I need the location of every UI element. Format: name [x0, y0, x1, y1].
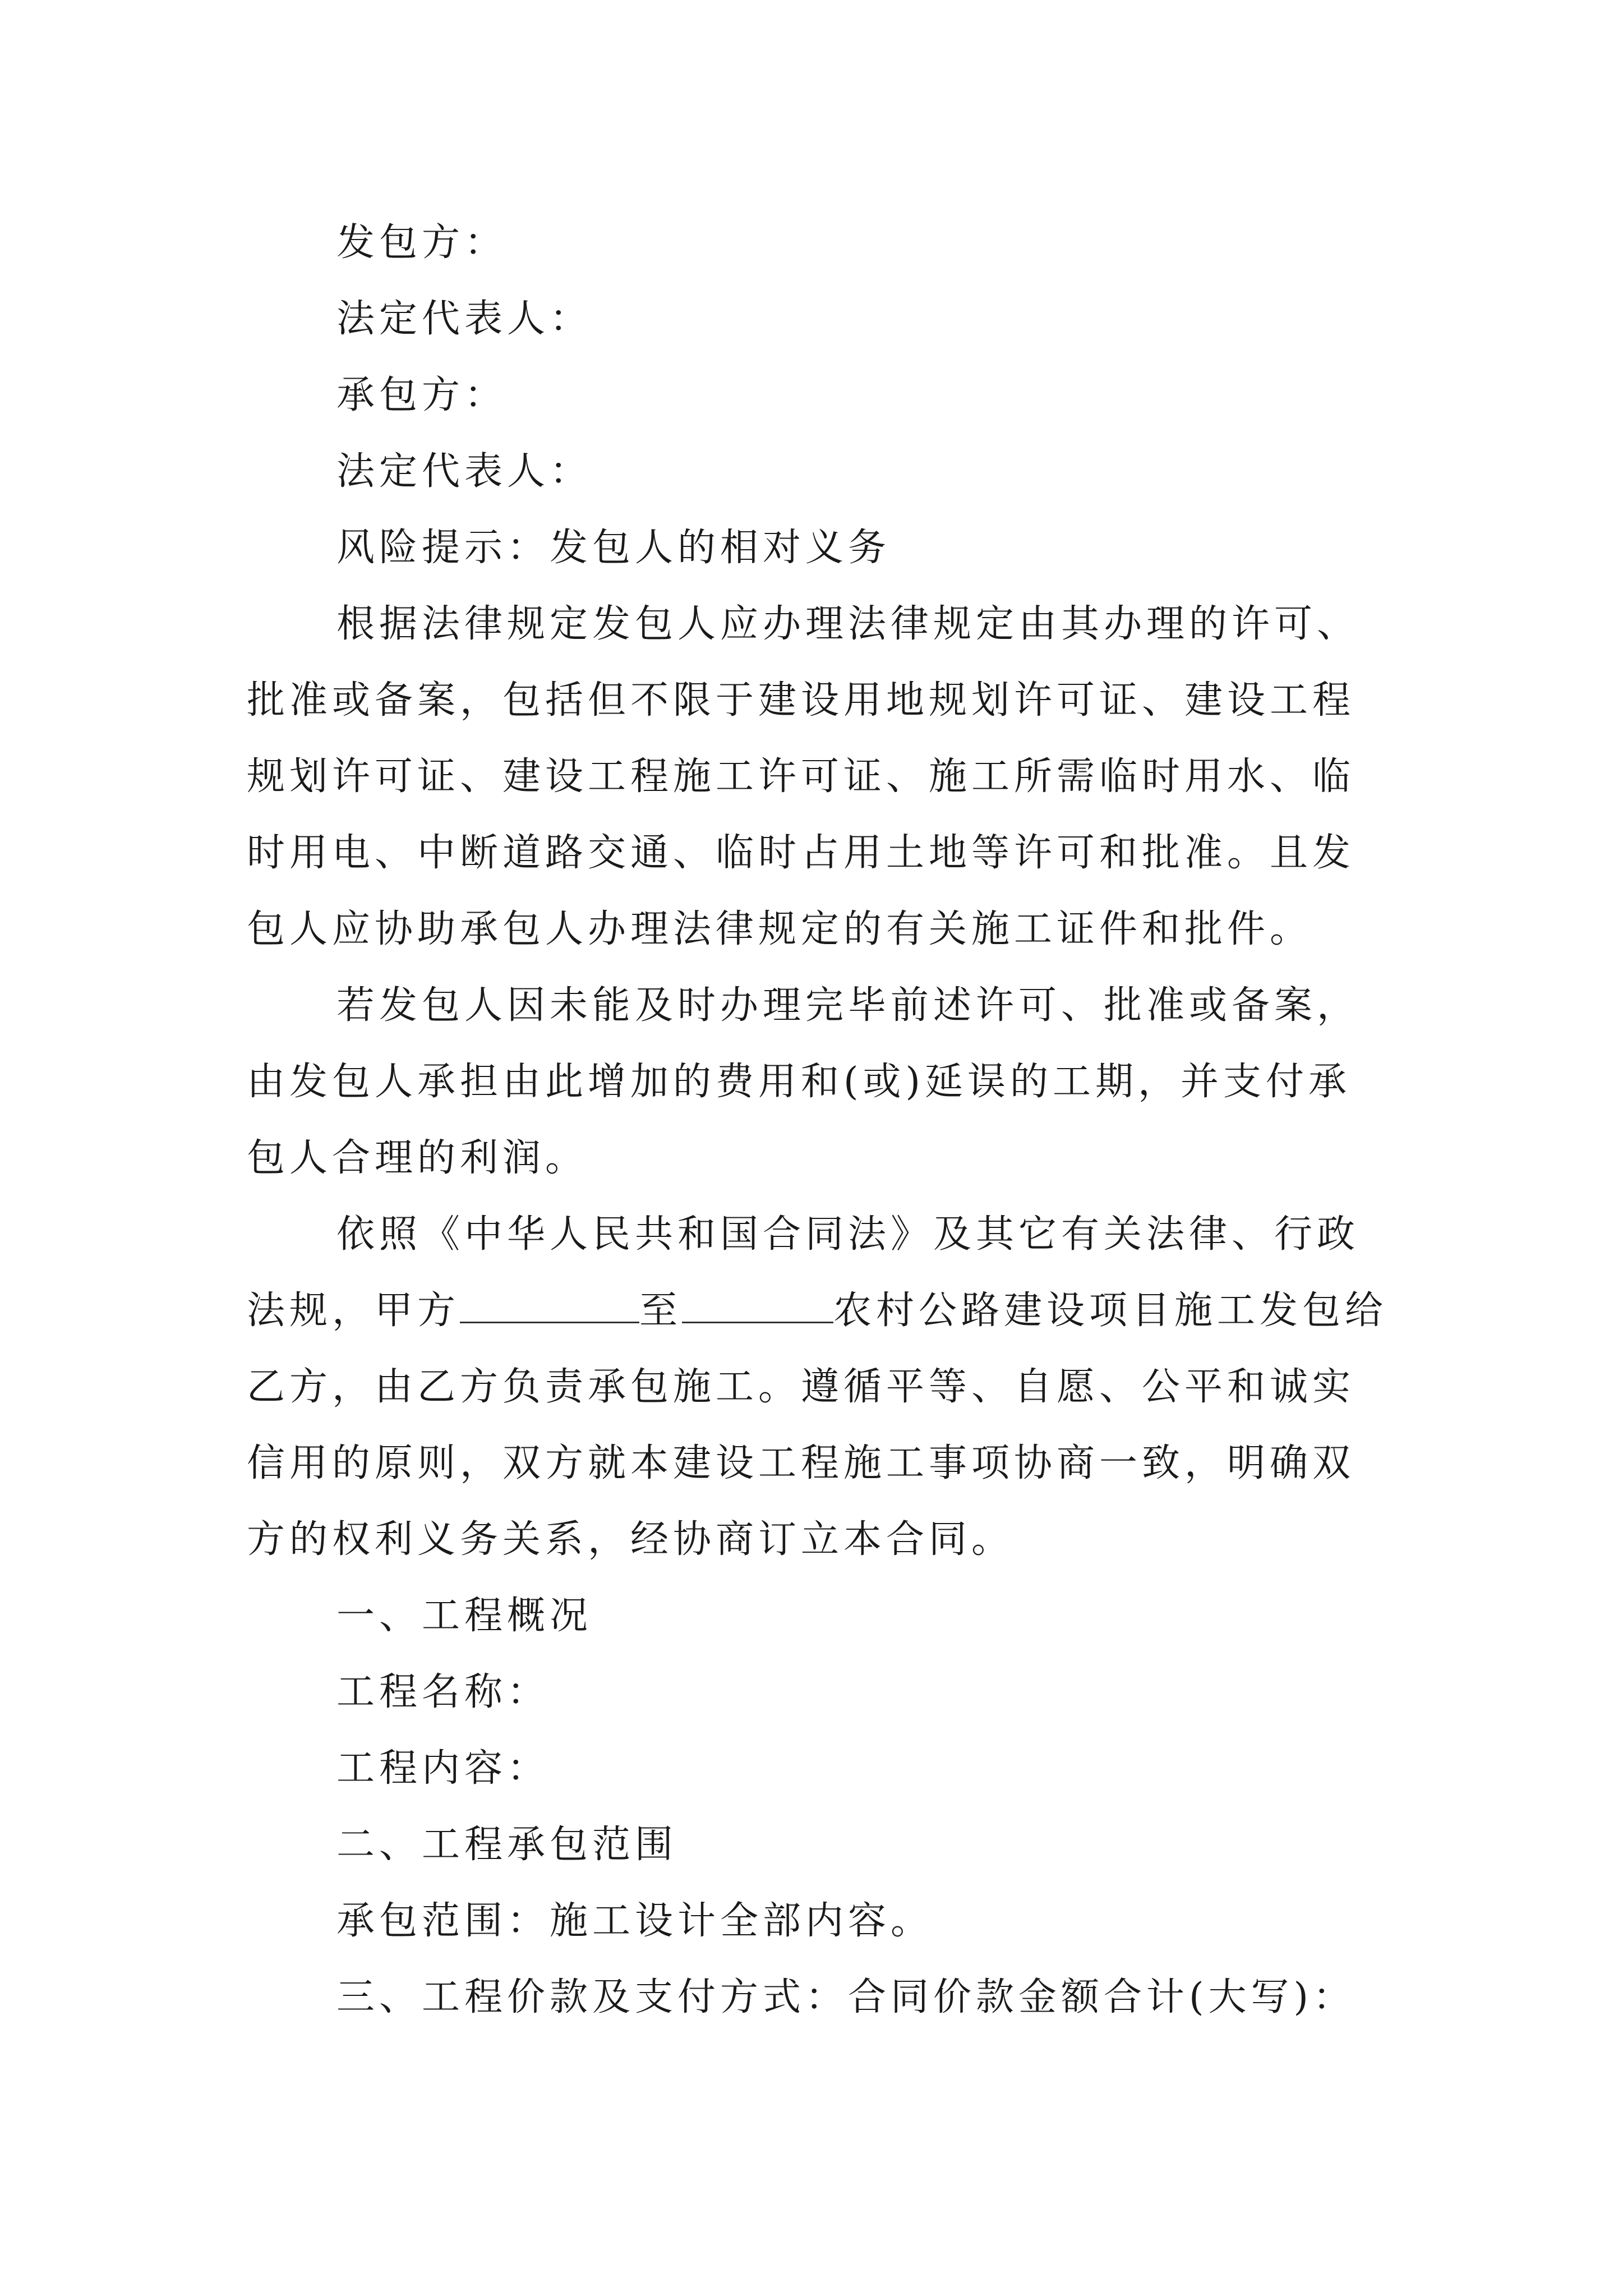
paragraph-line: 乙方，由乙方负责承包施工。遵循平等、自愿、公平和诚实 — [247, 1365, 1355, 1409]
paragraph-line: 依照《中华人民共和国合同法》及其它有关法律、行政 — [336, 1212, 1360, 1257]
paragraph-line-with-blanks — [247, 1273, 1436, 1349]
project-content-label: 工程内容： — [336, 1746, 550, 1791]
party-employer-label: 发包方： — [336, 220, 508, 265]
paragraph-line: 时用电、中断道路交通、临时占用土地等许可和批准。且发 — [247, 831, 1355, 875]
section-3-title: 三、工程价款及支付方式：合同价款金额合计(大写)： — [336, 1975, 1356, 2019]
paragraph-line: 包人应协助承包人办理法律规定的有关施工证件和批件。 — [247, 907, 1313, 951]
contractor-legal-rep-label: 法定代表人： — [336, 449, 593, 494]
paragraph-line: 由发包人承担由此增加的费用和(或)延误的工期，并支付承 — [247, 1060, 1352, 1104]
section-2-title: 二、工程承包范围 — [336, 1823, 678, 1867]
risk-notice-title: 风险提示：发包人的相对义务 — [336, 526, 891, 570]
project-name-label: 工程名称： — [336, 1670, 550, 1714]
text-segment: 法规，甲方 — [247, 1289, 460, 1333]
paragraph-line: 信用的原则，双方就本建设工程施工事项协商一致，明确双 — [247, 1441, 1355, 1485]
employer-legal-rep-label: 法定代表人： — [336, 297, 593, 341]
contract-scope-text: 承包范围：施工设计全部内容。 — [336, 1899, 934, 1943]
text-segment: 至 — [639, 1289, 683, 1333]
section-1-title: 一、工程概况 — [336, 1594, 593, 1638]
paragraph-line: 方的权利义务关系，经协商订立本合同。 — [247, 1517, 1015, 1562]
text-segment: 农村公路建设项目施工发包给 — [833, 1289, 1388, 1333]
paragraph-line: 根据法律规定发包人应办理法律规定由其办理的许可、 — [336, 602, 1360, 646]
party-contractor-label: 承包方： — [336, 373, 508, 417]
fill-in-blank-end[interactable] — [682, 1290, 833, 1323]
paragraph-line: 包人合理的利润。 — [247, 1136, 588, 1180]
paragraph-liability — [247, 968, 1436, 1197]
paragraph-line: 规划许可证、建设工程施工许可证、施工所需临时用水、临 — [247, 754, 1355, 799]
paragraph-permits — [247, 586, 1436, 968]
fill-in-blank-start[interactable] — [460, 1290, 639, 1323]
paragraph-contract-basis — [247, 1197, 1436, 1578]
paragraph-line: 批准或备案，包括但不限于建设用地规划许可证、建设工程 — [247, 678, 1355, 723]
document-body — [247, 205, 1436, 2036]
paragraph-line: 若发包人因未能及时办理完毕前述许可、批准或备案， — [336, 983, 1360, 1028]
